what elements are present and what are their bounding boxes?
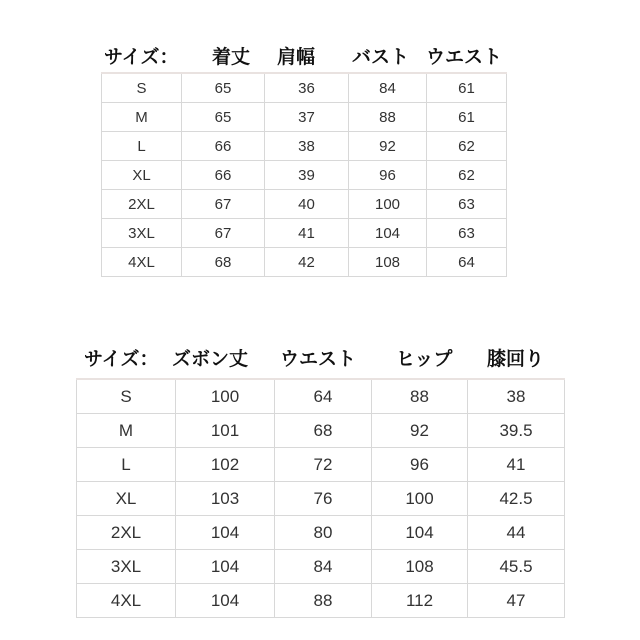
table-cell: 65 <box>182 73 265 103</box>
top-header-shoulder: 肩幅 <box>277 46 316 68</box>
table-cell: 88 <box>275 584 372 618</box>
table-cell: 92 <box>349 132 427 161</box>
table-cell: 100 <box>349 190 427 219</box>
table-cell: 41 <box>468 448 565 482</box>
table-cell: S <box>77 379 176 414</box>
table-cell: 102 <box>176 448 275 482</box>
table-row <box>102 73 507 103</box>
table-cell: 108 <box>372 550 468 584</box>
table-row <box>77 482 565 516</box>
table-cell: 44 <box>468 516 565 550</box>
table-cell: 39 <box>265 161 349 190</box>
table-cell: 67 <box>182 190 265 219</box>
table-row <box>77 584 565 618</box>
table-cell: 3XL <box>77 550 176 584</box>
table-row <box>102 190 507 219</box>
table-cell: 108 <box>349 248 427 277</box>
table-row <box>102 219 507 248</box>
table-cell: 96 <box>349 161 427 190</box>
table-cell: 84 <box>349 73 427 103</box>
table-row <box>77 516 565 550</box>
table-cell: 38 <box>265 132 349 161</box>
table-row <box>77 379 565 414</box>
table-cell: 37 <box>265 103 349 132</box>
table-cell: 62 <box>427 132 507 161</box>
table-cell: L <box>77 448 176 482</box>
table-cell: 64 <box>275 379 372 414</box>
table-cell: 104 <box>349 219 427 248</box>
table-cell: 68 <box>275 414 372 448</box>
table-cell: 4XL <box>77 584 176 618</box>
table-cell: 104 <box>176 584 275 618</box>
table-cell: 96 <box>372 448 468 482</box>
table-cell: 72 <box>275 448 372 482</box>
table-row <box>102 161 507 190</box>
top-size-table <box>101 72 507 277</box>
table-cell: 62 <box>427 161 507 190</box>
table-cell: 61 <box>427 103 507 132</box>
bottom-header-hip: ヒップ <box>396 348 453 370</box>
table-cell: 40 <box>265 190 349 219</box>
table-cell: M <box>77 414 176 448</box>
table-cell: 104 <box>372 516 468 550</box>
table-cell: 42 <box>265 248 349 277</box>
table-cell: 39.5 <box>468 414 565 448</box>
table-cell: 61 <box>427 73 507 103</box>
bottom-header-pants-length: ズボン丈 <box>172 348 249 370</box>
top-header-waist: ウエスト <box>426 46 503 68</box>
table-cell: 63 <box>427 219 507 248</box>
table-row <box>77 414 565 448</box>
table-cell: 4XL <box>102 248 182 277</box>
table-cell: 84 <box>275 550 372 584</box>
table-cell: 63 <box>427 190 507 219</box>
bottom-size-table <box>76 378 565 618</box>
table-cell: 66 <box>182 132 265 161</box>
table-cell: 101 <box>176 414 275 448</box>
table-cell: XL <box>77 482 176 516</box>
table-cell: 104 <box>176 516 275 550</box>
table-cell: 88 <box>372 379 468 414</box>
table-cell: 104 <box>176 550 275 584</box>
table-cell: 80 <box>275 516 372 550</box>
table-cell: L <box>102 132 182 161</box>
table-cell: 36 <box>265 73 349 103</box>
table-cell: 67 <box>182 219 265 248</box>
table-row <box>102 248 507 277</box>
table-cell: S <box>102 73 182 103</box>
bottom-header-knee: 膝回り <box>487 348 545 370</box>
top-header-size: サイズ： <box>104 46 179 68</box>
table-cell: 66 <box>182 161 265 190</box>
table-cell: 112 <box>372 584 468 618</box>
table-cell: 103 <box>176 482 275 516</box>
table-cell: 47 <box>468 584 565 618</box>
table-cell: 38 <box>468 379 565 414</box>
bottom-header-waist: ウエスト <box>280 348 357 370</box>
table-row <box>77 550 565 584</box>
table-row <box>102 132 507 161</box>
table-cell: M <box>102 103 182 132</box>
top-header-length: 着丈 <box>212 46 251 68</box>
table-cell: 41 <box>265 219 349 248</box>
top-header-bust: バスト <box>352 46 410 68</box>
table-cell: 2XL <box>77 516 176 550</box>
bottom-header-size: サイズ： <box>84 348 159 370</box>
table-cell: XL <box>102 161 182 190</box>
table-cell: 45.5 <box>468 550 565 584</box>
table-cell: 76 <box>275 482 372 516</box>
table-cell: 3XL <box>102 219 182 248</box>
table-row <box>102 103 507 132</box>
table-cell: 65 <box>182 103 265 132</box>
table-cell: 2XL <box>102 190 182 219</box>
table-cell: 88 <box>349 103 427 132</box>
table-row <box>77 448 565 482</box>
table-cell: 100 <box>176 379 275 414</box>
table-cell: 42.5 <box>468 482 565 516</box>
table-cell: 92 <box>372 414 468 448</box>
table-cell: 64 <box>427 248 507 277</box>
table-cell: 100 <box>372 482 468 516</box>
table-cell: 68 <box>182 248 265 277</box>
